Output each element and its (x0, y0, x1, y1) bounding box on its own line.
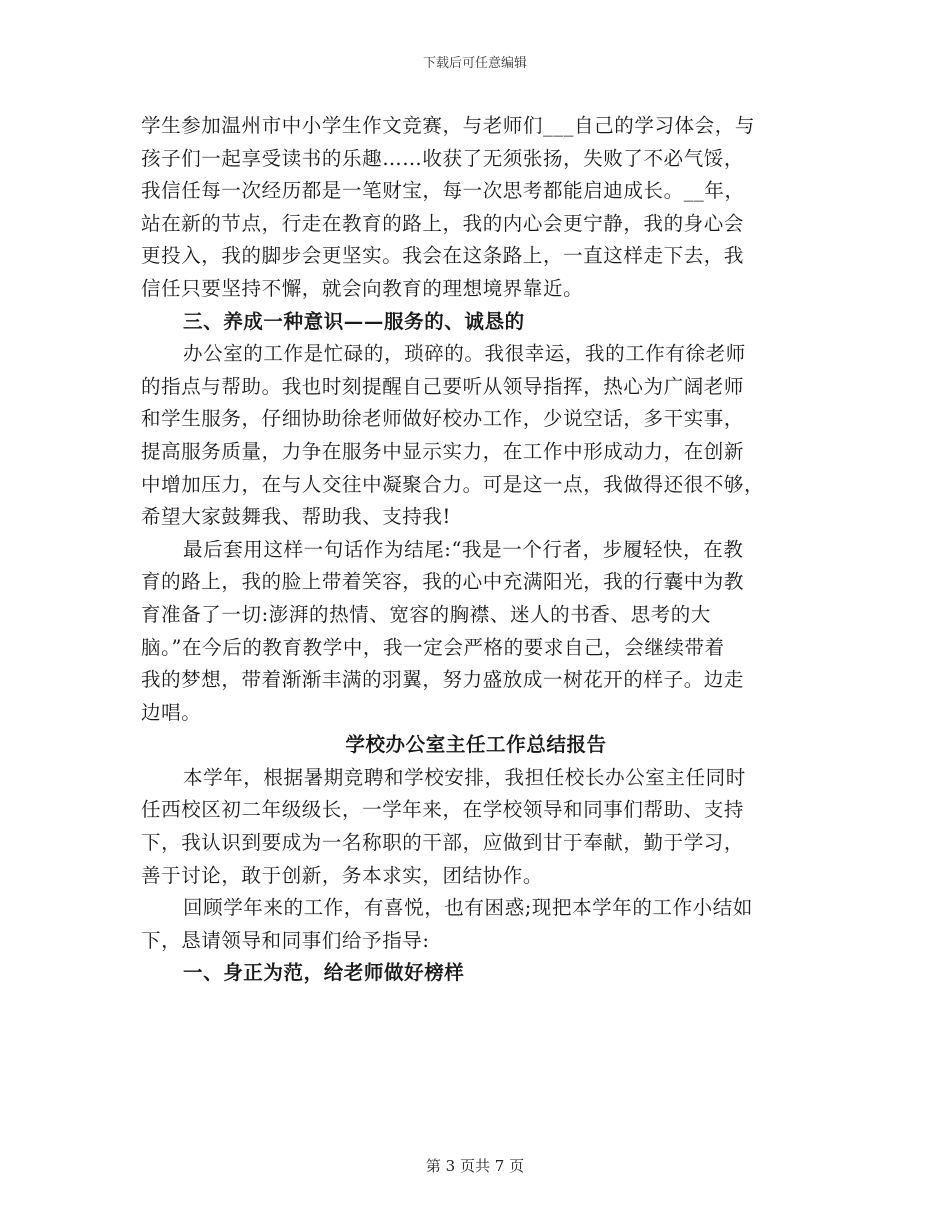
body-line: 边唱。 (141, 700, 202, 724)
body-line: 我信任每一次经历都是一笔财宝，每一次思考都能启迪成长。__年， (141, 179, 745, 203)
body-line: 最后套用这样一句话作为结尾:“我是一个行者，步履轻快，在教 (183, 537, 744, 561)
page-header: 下载后可任意编辑 (422, 56, 527, 71)
body-line: 孩子们一起享受读书的乐趣……收获了无须张扬，失败了不必气馁， (141, 146, 745, 170)
body-line: 育的路上，我的脸上带着笑容，我的心中充满阳光，我的行囊中为教 (141, 570, 745, 594)
body-line: 任西校区初二年级级长，一学年来，在学校领导和同事们帮助、支持 (141, 798, 745, 822)
body-line: 下，我认识到要成为一名称职的干部，应做到甘于奉献，勤于学习， (141, 831, 745, 855)
document-body (141, 110, 811, 990)
body-line: 更投入，我的脚步会更坚实。我会在这条路上，一直这样走下去，我 (141, 244, 745, 268)
body-line: 站在新的节点，行走在教育的路上，我的内心会更宁静，我的身心会 (141, 211, 745, 235)
section-heading: 一、身正为范，给老师做好榜样 (183, 961, 465, 985)
body-line: 我的梦想，带着渐渐丰满的羽翼，努力盛放成一树花开的样子。边走 (141, 668, 745, 692)
body-line: 希望大家鼓舞我、帮助我、支持我! (141, 505, 451, 529)
page-footer: 第 3 页共 7 页 (425, 1157, 525, 1175)
body-line: 本学年，根据暑期竞聘和学校安排，我担任校长办公室主任同时 (183, 765, 746, 789)
body-line: 育准备了一切:澎湃的热情、宽容的胸襟、迷人的书香、思考的大 (141, 602, 711, 626)
body-line: 学生参加温州市中小学生作文竞赛，与老师们___自己的学习体会，与 (141, 114, 755, 137)
body-line: 善于讨论，敢于创新，务本求实，团结协作。 (141, 863, 544, 887)
body-line: 提高服务质量，力争在服务中显示实力，在工作中形成动力，在创新 (141, 439, 745, 463)
body-line: 办公室的工作是忙碌的，琐碎的。我很幸运，我的工作有徐老师 (183, 342, 746, 366)
body-line: 和学生服务，仔细协助徐老师做好校办工作，少说空话，多干实事， (141, 407, 745, 431)
body-line: 信任只要坚持不懈，就会向教育的理想境界靠近。 (141, 276, 584, 300)
body-line: 的指点与帮助。我也时刻提醒自己要听从领导指挥，热心为广阔老师 (141, 374, 745, 398)
body-line: 中增加压力，在与人交往中凝聚合力。可是这一点，我做得还很不够， (141, 472, 765, 496)
body-line: 下，恳请领导和同事们给予指导: (141, 928, 430, 952)
document-title: 学校办公室主任工作总结报告 (345, 733, 607, 757)
body-line: 脑。”在今后的教育教学中，我一定会严格的要求自己，会继续带着 (141, 635, 725, 659)
body-line: 回顾学年来的工作，有喜悦，也有困惑;现把本学年的工作小结如 (183, 896, 753, 920)
section-heading: 三、养成一种意识——服务的、诚恳的 (183, 309, 525, 333)
